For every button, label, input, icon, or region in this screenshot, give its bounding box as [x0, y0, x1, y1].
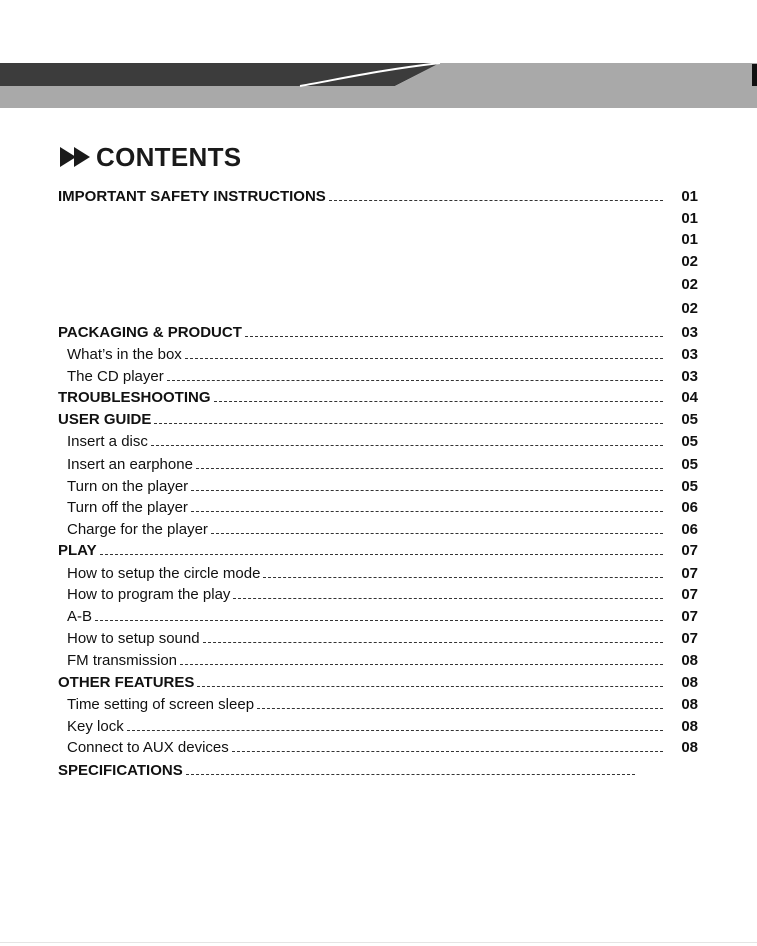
toc-entry[interactable]: [67, 344, 698, 364]
toc-leader-dots: [186, 774, 635, 775]
toc-leader-dots: [232, 751, 663, 752]
toc-leader-dots: [214, 401, 664, 402]
toc-page-number: 05: [681, 456, 698, 473]
toc-entry-label: Connect to AUX devices: [67, 739, 229, 756]
toc-entry[interactable]: [67, 737, 698, 757]
toc-page-number: 07: [681, 630, 698, 647]
toc-page-number: 02: [681, 253, 698, 270]
toc-leader-dots: [329, 200, 663, 201]
toc-entry-label: How to program the play: [67, 586, 231, 603]
toc-entry[interactable]: [67, 584, 698, 604]
toc-entry-label: The CD player: [67, 368, 164, 385]
toc-leader-dots: [257, 708, 663, 709]
toc-entry[interactable]: [67, 606, 698, 626]
page-title: CONTENTS: [96, 141, 242, 172]
toc-leader-dots: [191, 490, 663, 491]
toc-entry-label: Turn off the player: [67, 499, 188, 516]
toc-page-number: 08: [681, 739, 698, 756]
toc-page-number: 07: [681, 542, 698, 559]
toc-page-number: 04: [681, 389, 698, 406]
toc-entry-label: PACKAGING & PRODUCT: [58, 324, 242, 341]
toc-entry[interactable]: [67, 716, 698, 736]
toc-entry-label: PLAY: [58, 542, 97, 559]
toc-entry-label: How to setup sound: [67, 630, 200, 647]
toc-entry-label: SPECIFICATIONS: [58, 762, 183, 779]
toc-entry[interactable]: [58, 760, 698, 780]
toc-entry[interactable]: [58, 409, 698, 429]
toc-entry[interactable]: [58, 322, 698, 342]
toc-page-number: 08: [681, 718, 698, 735]
toc-leader-dots: [167, 380, 663, 381]
toc-leader-dots: [180, 664, 663, 665]
toc-entry[interactable]: [67, 519, 698, 539]
toc-leader-dots: [196, 468, 663, 469]
toc-entry[interactable]: [67, 454, 698, 474]
toc-leader-dots: [185, 358, 663, 359]
toc-entry-label: Key lock: [67, 718, 124, 735]
toc-leader-dots: [233, 598, 663, 599]
toc-leader-dots: [211, 533, 663, 534]
toc-leader-dots: [245, 336, 663, 337]
toc-entry-label: IMPORTANT SAFETY INSTRUCTIONS: [58, 188, 326, 205]
toc-entry-label: Charge for the player: [67, 521, 208, 538]
toc-leader-dots: [127, 730, 663, 731]
toc-page-number: 02: [681, 276, 698, 293]
toc-page-number: 06: [681, 521, 698, 538]
toc-entry[interactable]: [67, 431, 698, 451]
toc-leader-dots: [197, 686, 663, 687]
toc-page-number: 05: [681, 478, 698, 495]
toc-leader-dots: [151, 445, 663, 446]
toc-page-number: 07: [681, 565, 698, 582]
toc-entry[interactable]: [58, 298, 698, 318]
toc-entry-label: TROUBLESHOOTING: [58, 389, 211, 406]
toc-page-number: 03: [681, 368, 698, 385]
toc-page-number: 08: [681, 652, 698, 669]
toc-entry[interactable]: [58, 229, 698, 249]
toc-entry-label: Insert a disc: [67, 433, 148, 450]
toc-entry[interactable]: [58, 540, 698, 560]
toc-entry[interactable]: [67, 497, 698, 517]
toc-leader-dots: [191, 511, 663, 512]
toc-leader-dots: [203, 642, 663, 643]
toc-entry[interactable]: [67, 650, 698, 670]
toc-leader-dots: [263, 577, 663, 578]
toc-page-number: 07: [681, 608, 698, 625]
toc-entry-label: A-B: [67, 608, 93, 625]
toc-page-number: 01: [681, 231, 698, 248]
toc-page-number: 06: [681, 499, 698, 516]
toc-entry[interactable]: [58, 672, 698, 692]
toc-entry[interactable]: [58, 274, 698, 294]
toc-entry-label: OTHER FEATURES: [58, 674, 195, 691]
toc-page-number: 07: [681, 586, 698, 603]
toc-entry[interactable]: [67, 694, 698, 714]
toc-page-number: 08: [681, 696, 698, 713]
toc-page-number: 03: [681, 324, 698, 341]
toc-entry-label: What’s in the box: [67, 346, 182, 363]
page-bottom-edge: [0, 942, 757, 943]
toc-entry[interactable]: [67, 476, 698, 496]
toc-page-number: 05: [681, 411, 698, 428]
toc-page-number: 08: [681, 674, 698, 691]
toc-entry[interactable]: [67, 366, 698, 386]
toc-entry[interactable]: [67, 563, 698, 583]
toc-leader-dots: [154, 423, 663, 424]
toc-page-number: 02: [681, 300, 698, 317]
toc-entry-label: Time setting of screen sleep: [67, 696, 255, 713]
toc-page-number: 05: [681, 433, 698, 450]
toc-entry[interactable]: [58, 387, 698, 407]
toc-leader-dots: [95, 620, 663, 621]
toc-entry[interactable]: [58, 186, 698, 206]
toc-entry[interactable]: [58, 208, 698, 228]
toc-entry-label: USER GUIDE: [58, 411, 152, 428]
toc-entry[interactable]: [67, 628, 698, 648]
toc-entry-label: Turn on the player: [67, 478, 189, 495]
toc-page-number: 01: [681, 188, 698, 205]
toc-entry[interactable]: [58, 251, 698, 271]
toc-page-number: 03: [681, 346, 698, 363]
toc-page-number: 01: [681, 210, 698, 227]
toc-entry-label: FM transmission: [67, 652, 178, 669]
toc-entry-label: How to setup the circle mode: [67, 565, 261, 582]
toc-entry-label: Insert an earphone: [67, 456, 193, 473]
toc-leader-dots: [100, 554, 663, 555]
